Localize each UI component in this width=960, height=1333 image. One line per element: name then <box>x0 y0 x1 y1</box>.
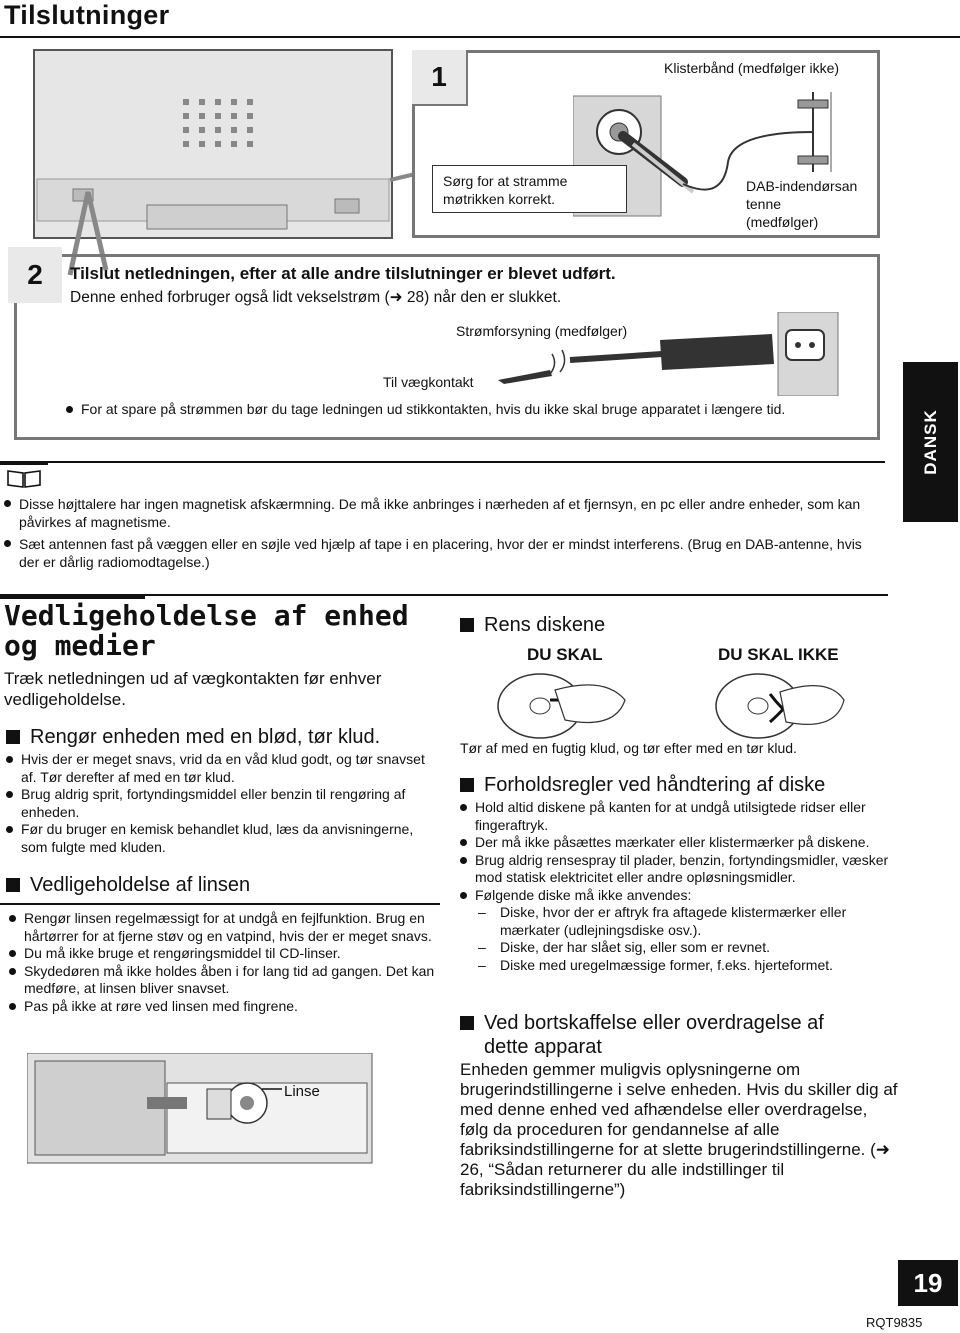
bullet-icon <box>460 887 469 905</box>
clean-unit-list <box>6 751 436 856</box>
note-magnetic <box>4 495 884 531</box>
bullet-icon <box>9 963 18 998</box>
clean-discs-heading-text: Rens diskene <box>484 614 606 636</box>
bullet-icon <box>9 998 18 1016</box>
disposal-heading-text <box>484 1011 824 1059</box>
list-item-text: Følgende diske må ikke anvendes: <box>475 886 692 903</box>
lens-list <box>9 910 439 1015</box>
dab-label-line1: DAB-indendørsan <box>746 178 858 194</box>
clean-unit-heading-text: Rengør enheden med en blød, tør klud. <box>30 726 381 748</box>
disc-wrong-illustration <box>710 670 850 740</box>
wall-outlet-label: Til vægkontakt <box>383 374 474 390</box>
section-title <box>4 601 424 661</box>
bullet-icon <box>6 751 15 786</box>
note-magnetic-text: Disse højttalere har ingen magnetisk afskærmning. De må ikke anbringes i nærheden af et fjernsyn, en pc eller andre enheder, som kan påvirkes af magnetisme. <box>19 496 861 530</box>
dash-bullet: – <box>478 904 486 920</box>
square-bullet-icon <box>460 1016 474 1030</box>
list-item-text: Rengør linsen regelmæssigt for at undgå en fejlfunktion. Brug en hårtørrer for at fjerne støv og en vatpind, hvis der er meget snavs. <box>24 910 432 944</box>
sub-list-item <box>460 957 900 975</box>
bullet-icon <box>4 495 13 531</box>
square-bullet-icon <box>460 618 474 632</box>
tighten-note-box: Sørg for at stramme møtrikken korrekt. <box>432 165 627 213</box>
power-cord-label: Strømforsyning (medfølger) <box>456 323 628 339</box>
dash-bullet: – <box>478 939 486 955</box>
step2-instruction: Tilslut netledningen, efter at alle andre tilslutninger er blevet udført. <box>70 264 616 283</box>
handling-heading-text: Forholdsregler ved håndtering af diske <box>484 774 826 796</box>
bullet-icon <box>4 535 13 571</box>
bullet-icon <box>6 821 15 856</box>
list-item-text: Hold altid diskene på kanten for at undgå utilsigtede ridser eller fingeraftryk. <box>475 799 866 833</box>
bullet-icon <box>6 786 15 821</box>
sub-list-item <box>460 939 900 957</box>
note-antenna <box>4 535 884 571</box>
note-antenna-text: Sæt antennen fast på væggen eller en søjle ved hjælp af tape i en placering, hvor der er mindst interferens. (Brug en DAB-antenne, hvis der er dårlig radiomodtagelse.) <box>19 536 862 570</box>
list-item-text: Du må ikke bruge et rengøringsmiddel til CD-linser. <box>24 945 341 961</box>
tape-label: Klisterbånd (medfølger ikke) <box>664 60 840 76</box>
notes-rule-accent <box>0 461 48 465</box>
bullet-icon <box>9 910 18 945</box>
page-title: Tilslutninger <box>4 0 170 30</box>
dont-label: DU SKAL IKKE <box>718 645 839 664</box>
handling-heading <box>460 773 825 797</box>
page-number: 19 <box>898 1260 958 1306</box>
list-item-text: Pas på ikke at røre ved linsen med fingrene. <box>24 997 298 1014</box>
dab-label-line2: tenne <box>746 196 782 212</box>
title-rule <box>0 36 960 38</box>
power-saving-note <box>66 401 785 417</box>
book-icon <box>6 469 42 489</box>
list-item <box>460 887 900 905</box>
dab-label-line3: (medfølger) <box>746 214 819 230</box>
language-tab-label: DANSK <box>920 409 940 475</box>
document-code: RQT9835 <box>866 1315 923 1330</box>
square-bullet-icon <box>6 878 20 892</box>
sub-list-item <box>460 904 900 939</box>
square-bullet-icon <box>6 730 20 744</box>
disposal-heading-line1: Ved bortskaffelse eller overdragelse af <box>484 1012 824 1034</box>
disposal-text: Enheden gemmer muligvis oplysningerne om brugerindstillingerne i selve enheden. Hvis du skiller dig af med denne enhed ved afhændelse eller overdragelse, følg da proceduren for gendannelse af alle fabriksindstillingerne for at slette brugerindstillingerne. (➜ 26, “Sådan returnerer du alle indstillinger til fabriksindstillingerne”) <box>460 1060 898 1199</box>
list-item-text: Der må ikke påsættes mærkater eller klistermærker på diskene. <box>475 834 870 850</box>
language-tab <box>903 362 958 522</box>
bullet-icon <box>460 834 469 852</box>
square-bullet-icon <box>460 778 474 792</box>
list-item <box>9 998 439 1016</box>
list-item <box>9 945 439 963</box>
do-label: DU SKAL <box>527 645 603 664</box>
section-title-line1: Vedligeholdelse af enhed <box>4 599 409 632</box>
list-item-text: Brug aldrig rensespray til plader, benzin, fortyndingsmidler, væsker mod statisk elektricitet eller andre opløsningsmidler. <box>475 851 889 885</box>
sub-list-item-text: Diske med uregelmæssige former, f.eks. hjerteformet. <box>500 956 834 973</box>
sub-list-item-text: Diske, hvor der er aftryk fra aftagede klistermærker eller mærkater (udlejningsdiske osv.). <box>500 904 847 938</box>
list-item-text: Skydedøren må ikke holdes åben i for lang tid ad gangen. Det kan medføre, at linsen bliver snavset. <box>24 962 435 996</box>
list-item <box>460 852 900 887</box>
bullet-icon <box>460 852 469 887</box>
list-item-text: Før du bruger en kemisk behandlet klud, læs da anvisningerne, som fulgte med kluden. <box>21 821 414 855</box>
list-item <box>6 751 436 786</box>
bullet-icon <box>460 799 469 834</box>
dab-antenna-label <box>746 177 876 231</box>
lens-heading-text: Vedligeholdelse af linsen <box>30 874 251 896</box>
list-item <box>9 963 439 998</box>
lens-label: Linse <box>284 1083 320 1100</box>
step-number-2: 2 <box>8 247 62 303</box>
step-number-1: 1 <box>412 50 468 106</box>
step2-standby-note: Denne enhed forbruger også lidt vekselstrøm (➜ 28) når den er slukket. <box>70 289 562 306</box>
power-saving-text: For at spare på strømmen bør du tage ledningen ud stikkontakten, hvis du ikke skal bruge apparatet i længere tid. <box>81 401 786 417</box>
list-item <box>6 821 436 856</box>
disposal-heading-line2: dette apparat <box>484 1036 602 1058</box>
handling-list <box>460 799 900 974</box>
list-item <box>6 786 436 821</box>
notes-rule <box>0 461 885 463</box>
unplug-instruction: Træk netledningen ud af vægkontakten før enhver vedligeholdelse. <box>4 669 382 709</box>
lens-rule <box>0 903 440 905</box>
clean-unit-heading <box>6 725 380 749</box>
power-cord-illustration <box>490 312 840 396</box>
bullet-icon <box>9 945 18 963</box>
list-item-text: Brug aldrig sprit, fortyndingsmiddel eller benzin til rengøring af enheden. <box>21 786 406 820</box>
list-item <box>460 834 900 852</box>
lens-illustration <box>27 1053 387 1165</box>
disposal-heading <box>460 1011 824 1059</box>
list-item <box>460 799 900 834</box>
list-item-text: Hvis der er meget snavs, vrid da en våd klud godt, og tør snavset af. Tør derefter af med en tør klud. <box>21 751 425 785</box>
bullet-icon <box>66 401 75 417</box>
wipe-instruction: Tør af med en fugtig klud, og tør efter med en tør klud. <box>460 740 797 756</box>
sub-list-item-text: Diske, der har slået sig, eller som er revnet. <box>500 939 770 955</box>
section-title-line2: og medier <box>4 629 156 662</box>
lens-heading <box>6 873 250 897</box>
list-item <box>9 910 439 945</box>
dash-bullet: – <box>478 956 486 973</box>
disc-correct-illustration <box>495 670 635 740</box>
clean-discs-heading <box>460 613 605 637</box>
